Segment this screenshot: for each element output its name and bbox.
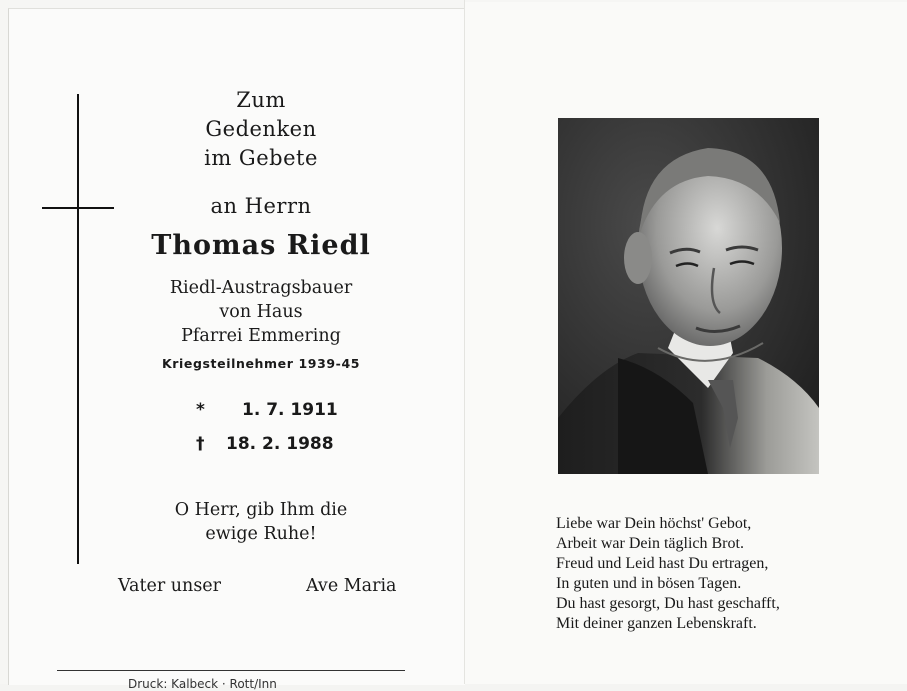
portrait-photo — [558, 118, 819, 474]
poem-line: Du hast gesorgt, Du hast geschafft, — [556, 595, 780, 612]
card-fold-line — [464, 0, 465, 684]
occupation-line: Pfarrei Emmering — [181, 326, 341, 346]
printer-credit: Druck: Kalbeck · Rott/Inn — [128, 677, 277, 691]
prayer-line: O Herr, gib Ihm die — [174, 500, 348, 520]
occupation-line: von Haus — [219, 302, 303, 322]
occupation — [130, 276, 392, 348]
war-veteran-note: Kriegsteilnehmer 1939-45 — [161, 356, 361, 371]
cross-icon-vertical — [77, 94, 79, 564]
birth-date-row — [190, 400, 360, 424]
deceased-name: Thomas Riedl — [151, 230, 371, 261]
footer-divider — [57, 670, 405, 671]
prayer-request — [130, 498, 392, 546]
poem-line: In guten und in bösen Tagen. — [556, 575, 742, 592]
birth-star-icon: * — [196, 400, 205, 420]
poem-line: Arbeit war Dein täglich Brot. — [556, 535, 744, 552]
memorial-poem — [556, 514, 886, 634]
heading-line: Gedenken — [205, 117, 317, 141]
heading-line: im Gebete — [204, 146, 318, 170]
cross-icon-horizontal — [42, 207, 114, 209]
occupation-line: Riedl-Austragsbauer — [169, 278, 353, 298]
death-cross-icon: † — [196, 434, 205, 454]
poem-line: Freud und Leid hast Du ertragen, — [556, 555, 769, 572]
prayer-line: ewige Ruhe! — [205, 524, 317, 544]
poem-line: Liebe war Dein höchst' Gebot, — [556, 515, 752, 532]
salutation: an Herrn — [210, 194, 312, 218]
memorial-heading — [130, 86, 392, 173]
prayer-vater-unser: Vater unser — [118, 576, 222, 596]
poem-line: Mit deiner ganzen Lebenskraft. — [556, 615, 757, 632]
portrait-photo-icon — [558, 118, 819, 474]
death-date-row — [190, 434, 360, 458]
heading-line: Zum — [236, 88, 286, 112]
prayer-ave-maria: Ave Maria — [306, 576, 397, 596]
birth-date: 1. 7. 1911 — [242, 400, 338, 420]
death-date: 18. 2. 1988 — [226, 434, 334, 454]
